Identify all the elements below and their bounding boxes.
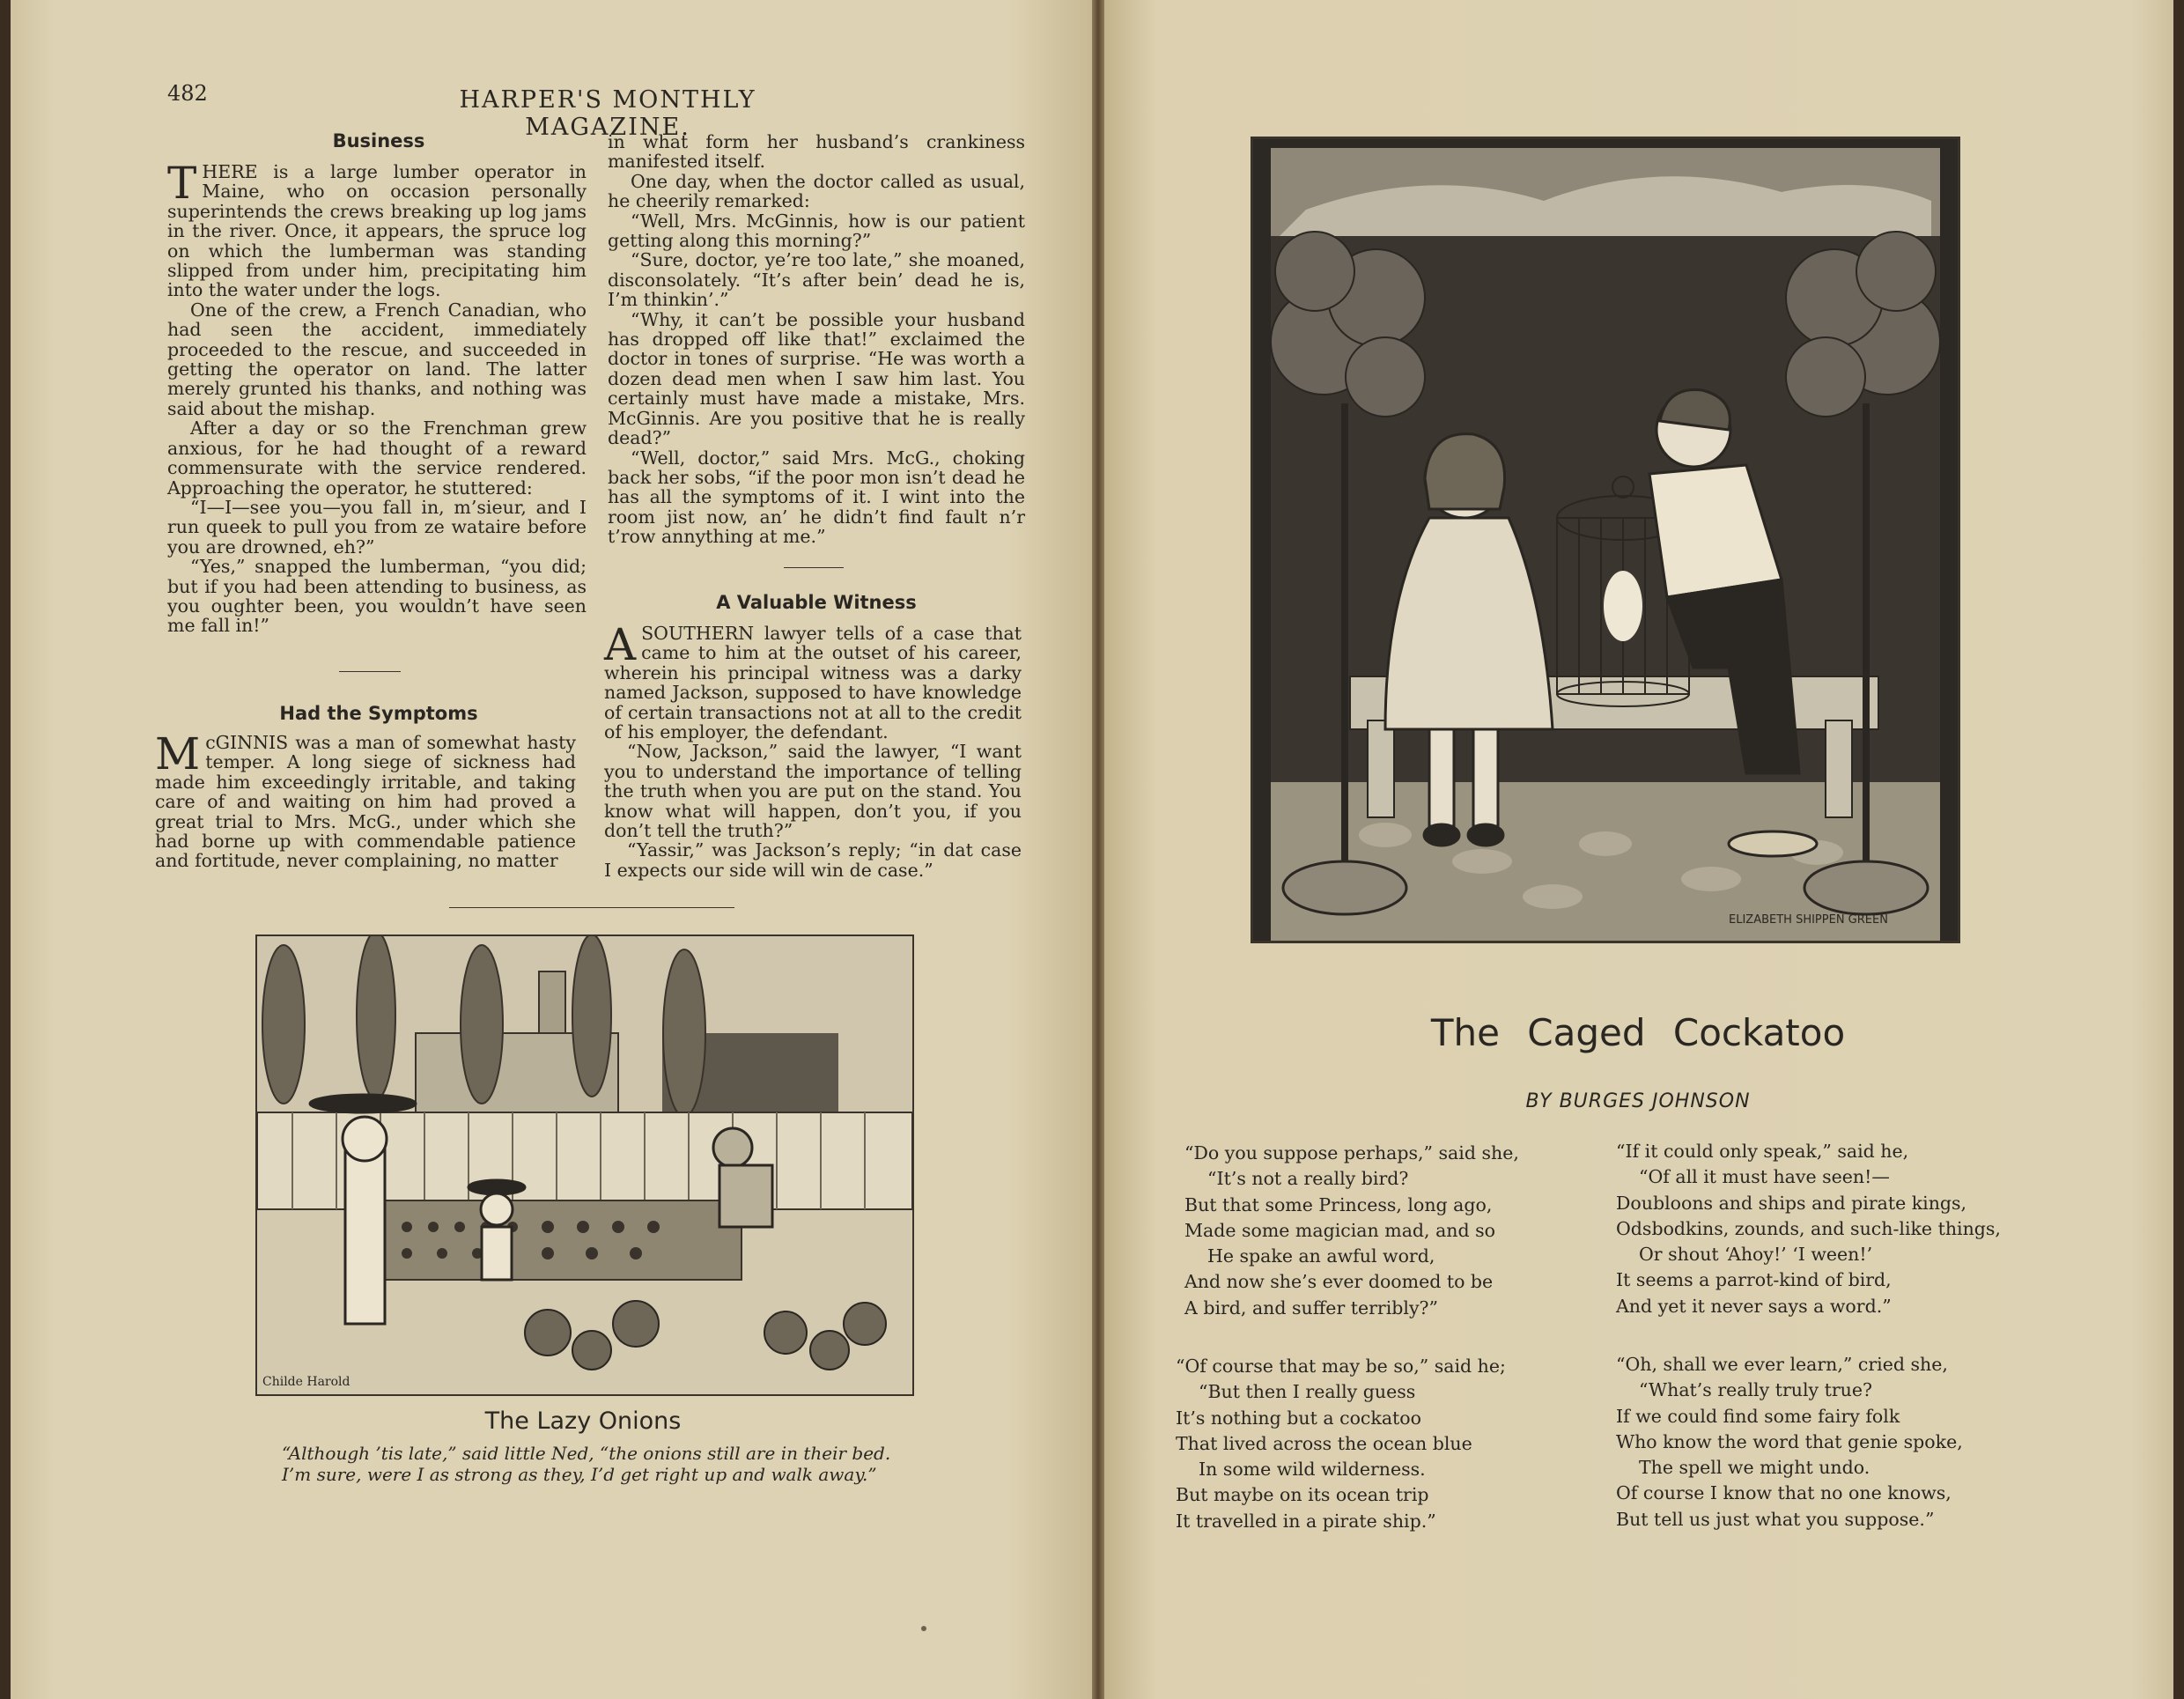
stanza-1-line-7: A bird, and suffer terribly?” <box>1184 1296 1439 1319</box>
cartoon-caption-line-1: “Although ’tis late,” said little Ned, “the onions still are in their bed. <box>282 1443 891 1464</box>
witness-paragraph-1: ASOUTHERN lawyer tells of a case that came to him at the outset of his career, wherein his principal witness was a darky named Jackson, supposed to have knowledge of certain transactions not at all to the credit of his employer, the defendant. <box>604 619 1022 743</box>
poem-title: The Caged Cockatoo <box>1430 1011 1846 1054</box>
stanza-1-line-2: “It’s not a really bird? <box>1207 1168 1409 1190</box>
stanza-1-line-4: Made some magician mad, and so <box>1184 1219 1495 1241</box>
page-number: 482 <box>167 81 208 106</box>
cartoon-top-rule <box>449 907 734 908</box>
section-divider <box>784 567 844 568</box>
business-article <box>167 158 587 637</box>
poem-stanza-1 <box>1184 1141 1519 1321</box>
stanza-1-line-5: He spake an awful word, <box>1207 1245 1435 1267</box>
stanza-3-line-4: That lived across the ocean blue <box>1176 1432 1472 1454</box>
witness-article <box>604 619 1022 881</box>
stanza-3-line-5: In some wild wilderness. <box>1199 1459 1426 1481</box>
stanza-2-line-5: Or shout ‘Ahoy!’ ‘I ween!’ <box>1639 1244 1873 1266</box>
poem-stanza-3 <box>1176 1354 1506 1534</box>
stanza-4-line-1: “Oh, shall we ever learn,” cried she, <box>1616 1354 1948 1375</box>
stanza-3-line-6: But maybe on its ocean trip <box>1176 1484 1429 1506</box>
section-divider <box>339 671 401 672</box>
stanza-4-line-3: If we could find some fairy folk <box>1616 1405 1900 1427</box>
witness-paragraph-3: “Yassir,” was Jackson’s reply; “in dat case I expects our side will win de case.” <box>604 839 1022 881</box>
stanza-4-line-2: “What’s really truly true? <box>1639 1379 1872 1401</box>
business-paragraph-5: “Yes,” snapped the lumberman, “you did; but if you had been attending to business, as you oughter been, you wouldn’t have seen me fall in!” <box>167 556 587 637</box>
stanza-3-line-3: It’s nothing but a cockatoo <box>1176 1407 1421 1429</box>
poem-stanza-4 <box>1616 1352 1963 1533</box>
stanza-1-line-3: But that some Princess, long ago, <box>1184 1193 1493 1215</box>
stanza-2-line-1: “If it could only speak,” said he, <box>1616 1141 1909 1162</box>
cartoon-title: The Lazy Onions <box>484 1407 682 1435</box>
stanza-3-line-2: “But then I really guess <box>1199 1381 1416 1403</box>
symptoms-article-col2 <box>608 132 1025 547</box>
cartoon-caption-line-2: I’m sure, were I as strong as they, I’d get right up and walk away.” <box>282 1464 877 1485</box>
stanza-3-line-1: “Of course that may be so,” said he; <box>1176 1356 1506 1377</box>
stanza-2-line-3: Doubloons and ships and pirate kings, <box>1616 1192 1967 1214</box>
stanza-3-line-7: It travelled in a pirate ship.” <box>1176 1510 1436 1532</box>
symptoms-paragraph-1-continued: in what form her husband’s crankiness manifested itself. <box>608 131 1025 173</box>
cartoon-signature: Childe Harold <box>262 1375 350 1389</box>
business-paragraph-4: “I—I—see you—you fall in, m’sieur, and I run queek to pull you from ze wataire before you are drowned, eh?” <box>167 496 587 558</box>
book-gutter <box>1092 0 1104 1699</box>
symptoms-paragraph-6: “Well, doctor,” said Mrs. McG., choking back her sobs, “if the poor mon isn’t dead he has all the symptoms of it. I wint into the room jist now, an’ he didn’t find fault n’r t’row annything at me.” <box>608 447 1025 548</box>
symptoms-heading: Had the Symptoms <box>279 703 478 724</box>
page-mark <box>921 1626 926 1631</box>
running-head: HARPER'S MONTHLY MAGAZINE. <box>459 86 756 141</box>
stanza-2-line-2: “Of all it must have seen!— <box>1639 1166 1890 1188</box>
business-paragraph-1: THERE is a large lumber operator in Maine, who on occasion personally superintends the crews breaking up log jams in the river. Once, it appears, the spruce log on which the lumberman was standing slipped from under him, precipitating him into the water under the logs. <box>167 158 587 301</box>
children-with-birdcage-drawing <box>1253 139 1958 941</box>
witness-dropcap: A <box>604 619 637 670</box>
poem-stanza-2 <box>1616 1139 2001 1319</box>
symptoms-article-col1 <box>155 728 576 872</box>
stanza-2-line-6: It seems a parrot-kind of bird, <box>1616 1269 1892 1291</box>
witness-heading: A Valuable Witness <box>716 592 917 613</box>
witness-paragraph-2: “Now, Jackson,” said the lawyer, “I want you to understand the importance of telling the truth when you are put on the stand. You know what will happen, don’t you, if you don’t tell the truth?” <box>604 741 1022 842</box>
symptoms-paragraph-2: One day, when the doctor called as usual, he cheerily remarked: <box>608 170 1025 212</box>
stanza-2-line-4: Odsbodkins, zounds, and such-like things, <box>1616 1217 2001 1239</box>
poem-byline: BY BURGES JOHNSON <box>1525 1090 1751 1112</box>
lazy-onions-cartoon <box>255 934 914 1396</box>
business-paragraph-2: One of the crew, a French Canadian, who had seen the accident, immediately proceeded to the rescue, and succeeded in getting the operator on land. The latter merely grunted his thanks, and nothing was said about the mishap. <box>167 299 587 419</box>
stanza-2-line-7: And yet it never says a word.” <box>1616 1295 1892 1317</box>
cartoon-caption <box>282 1443 893 1485</box>
stanza-4-line-7: But tell us just what you suppose.” <box>1616 1508 1935 1530</box>
business-dropcap: T <box>167 158 197 209</box>
stanza-4-line-5: The spell we might undo. <box>1639 1457 1870 1479</box>
stanza-4-line-4: Who know the word that genie spoke, <box>1616 1430 1963 1452</box>
stanza-1-line-1: “Do you suppose perhaps,” said she, <box>1184 1142 1519 1163</box>
lazy-onions-drawing <box>257 936 912 1394</box>
illustration-signature: ELIZABETH SHIPPEN GREEN <box>1729 913 1888 927</box>
stanza-4-line-6: Of course I know that no one knows, <box>1616 1482 1952 1504</box>
symptoms-dropcap: M <box>155 728 201 779</box>
symptoms-paragraph-4: “Sure, doctor, ye’re too late,” she moaned, disconsolately. “It’s after bein’ dead he is, I’m thinkin’.” <box>608 249 1025 311</box>
caged-cockatoo-illustration <box>1251 137 1960 943</box>
stanza-1-line-6: And now she’s ever doomed to be <box>1184 1271 1494 1293</box>
business-heading: Business <box>332 130 425 151</box>
symptoms-paragraph-1: McGINNIS was a man of somewhat hasty temper. A long siege of sickness had made him exceedingly irritable, and taking care of and waiting on him had proved a great trial to Mrs. McG., under which she had borne up with commendable patience and fortitude, never complaining, no matter <box>155 728 576 872</box>
symptoms-paragraph-3: “Well, Mrs. McGinnis, how is our patient getting along this morning?” <box>608 210 1025 252</box>
symptoms-paragraph-5: “Why, it can’t be possible your husband has dropped off like that!” exclaimed the doctor in tones of surprise. “He was worth a dozen dead men when I saw him last. You certainly must have made a mistake, Mrs. McGinnis. Are you positive that he is really dead?” <box>608 308 1025 449</box>
business-paragraph-3: After a day or so the Frenchman grew anxious, for he had thought of a reward commensurate with the service rendered. Approaching the operator, he stuttered: <box>167 417 587 499</box>
